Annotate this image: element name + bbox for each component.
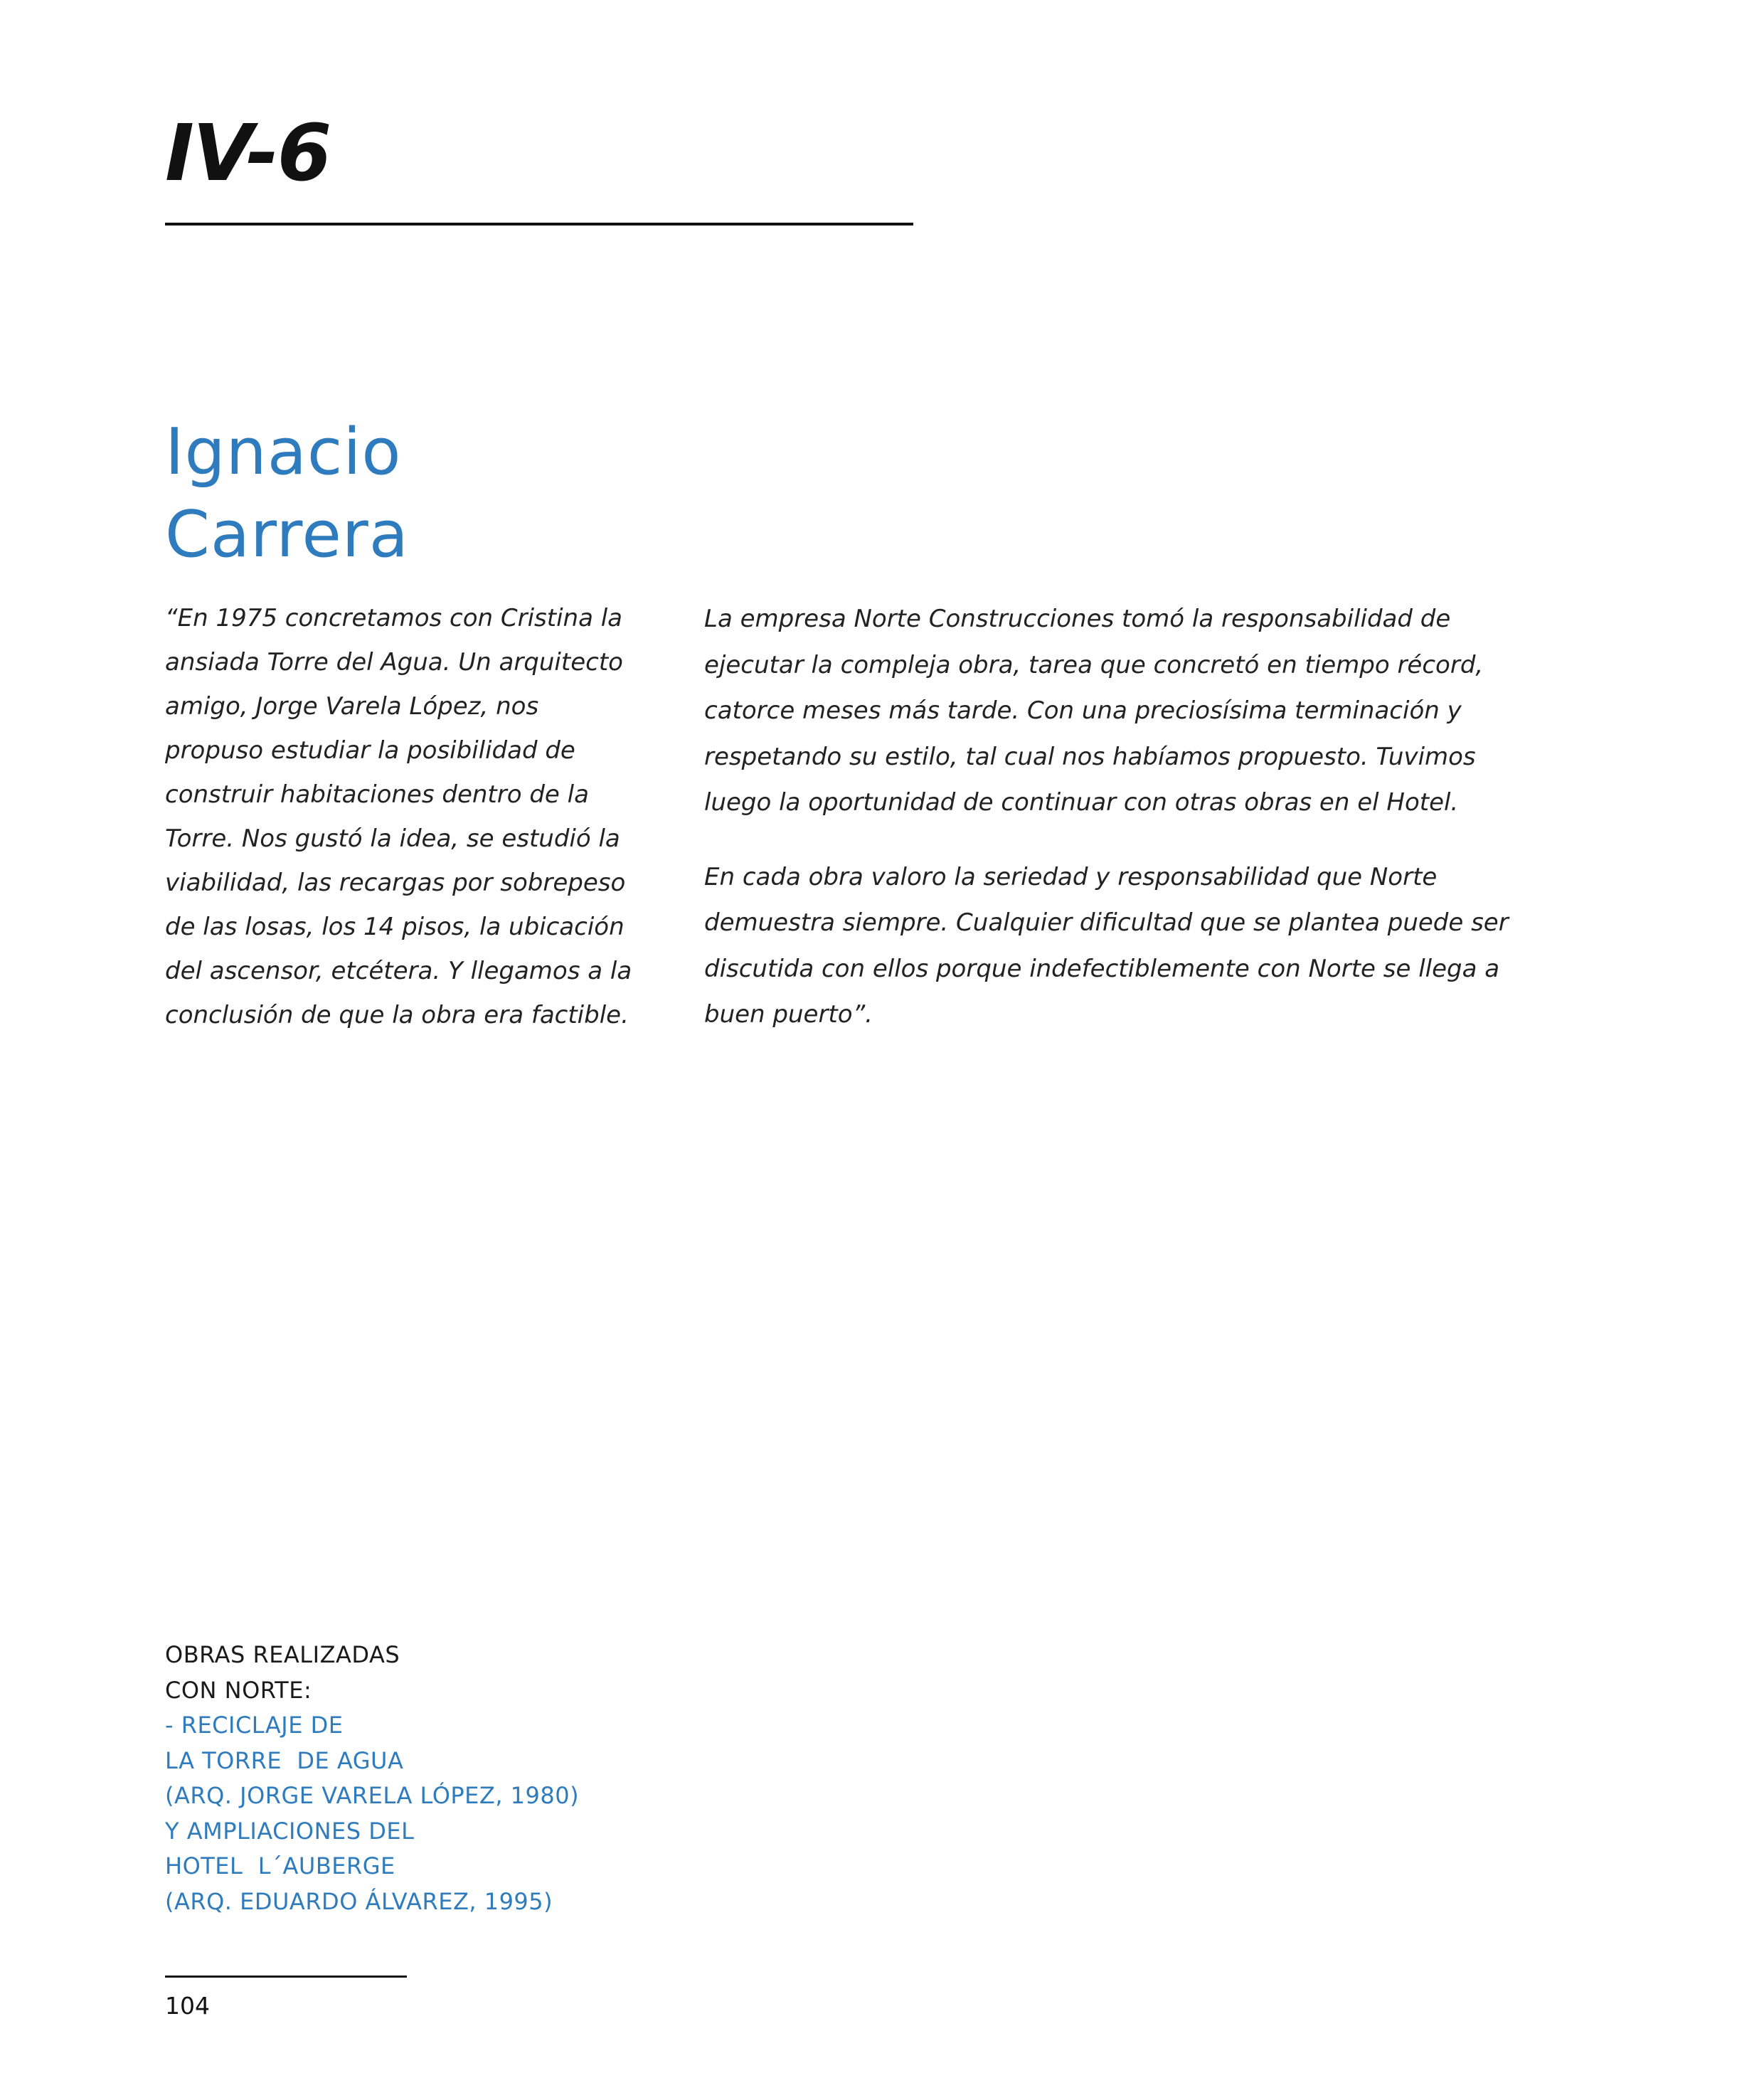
works-item: - RECICLAJE DE <box>165 1712 344 1739</box>
quote-line: demuestra siempre. Cualquier dificultad que se plantea puede ser <box>704 908 1509 937</box>
title-divider <box>165 223 913 226</box>
quote-line: conclusión de que la obra era factible. <box>165 1001 629 1029</box>
quote-line: construir habitaciones dentro de la <box>165 780 589 809</box>
quote-left-column <box>165 596 634 1037</box>
paragraph-spacer <box>704 826 1522 854</box>
quote-line: Torre. Nos gustó la idea, se estudió la <box>165 824 620 853</box>
quote-line: catorce meses más tarde. Con una preciosísima terminación y <box>704 696 1462 725</box>
quote-line: propuso estudiar la posibilidad de <box>165 736 575 765</box>
quote-line: En cada obra valoro la seriedad y responsabilidad que Norte <box>704 862 1438 891</box>
quote-line: “En 1975 concretamos con Cristina la <box>165 604 623 632</box>
quote-line: viabilidad, las recargas por sobrepeso <box>165 869 626 897</box>
quote-line: luego la oportunidad de continuar con otras obras en el Hotel. <box>704 788 1459 817</box>
works-item: Y AMPLIACIONES DEL <box>165 1817 415 1845</box>
page-number: 104 <box>165 1992 210 2020</box>
quote-paragraph-2 <box>704 854 1522 1038</box>
works-item: HOTEL L´AUBERGE <box>165 1852 395 1879</box>
works-item: (ARQ. JORGE VARELA LÓPEZ, 1980) <box>165 1782 580 1809</box>
quote-line: ejecutar la compleja obra, tarea que concretó en tiempo récord, <box>704 650 1484 679</box>
author-name <box>165 411 409 576</box>
quote-line: discutida con ellos porque indefectiblemente con Norte se llega a <box>704 954 1500 983</box>
quote-right-column <box>704 596 1522 1038</box>
quote-line: de las losas, los 14 pisos, la ubicación <box>165 913 625 941</box>
section-code: IV-6 <box>165 107 331 198</box>
author-last-name: Carrera <box>165 497 409 572</box>
quote-line: del ascensor, etcétera. Y llegamos a la <box>165 957 632 985</box>
author-first-name: Ignacio <box>165 415 402 489</box>
quote-line: ansiada Torre del Agua. Un arquitecto <box>165 648 623 677</box>
quote-line: amigo, Jorge Varela López, nos <box>165 692 539 721</box>
quote-line: La empresa Norte Construcciones tomó la responsabilidad de <box>704 605 1451 633</box>
works-list <box>165 1638 579 1919</box>
quote-line: respetando su estilo, tal cual nos habíamos propuesto. Tuvimos <box>704 742 1476 771</box>
works-heading: CON NORTE: <box>165 1676 312 1704</box>
footer-divider <box>165 1976 407 1978</box>
works-item: (ARQ. EDUARDO ÁLVAREZ, 1995) <box>165 1887 553 1915</box>
quote-paragraph-1 <box>704 596 1522 826</box>
works-heading: OBRAS REALIZADAS <box>165 1641 400 1668</box>
quote-line: buen puerto”. <box>704 1000 873 1029</box>
works-item: LA TORRE DE AGUA <box>165 1746 404 1774</box>
